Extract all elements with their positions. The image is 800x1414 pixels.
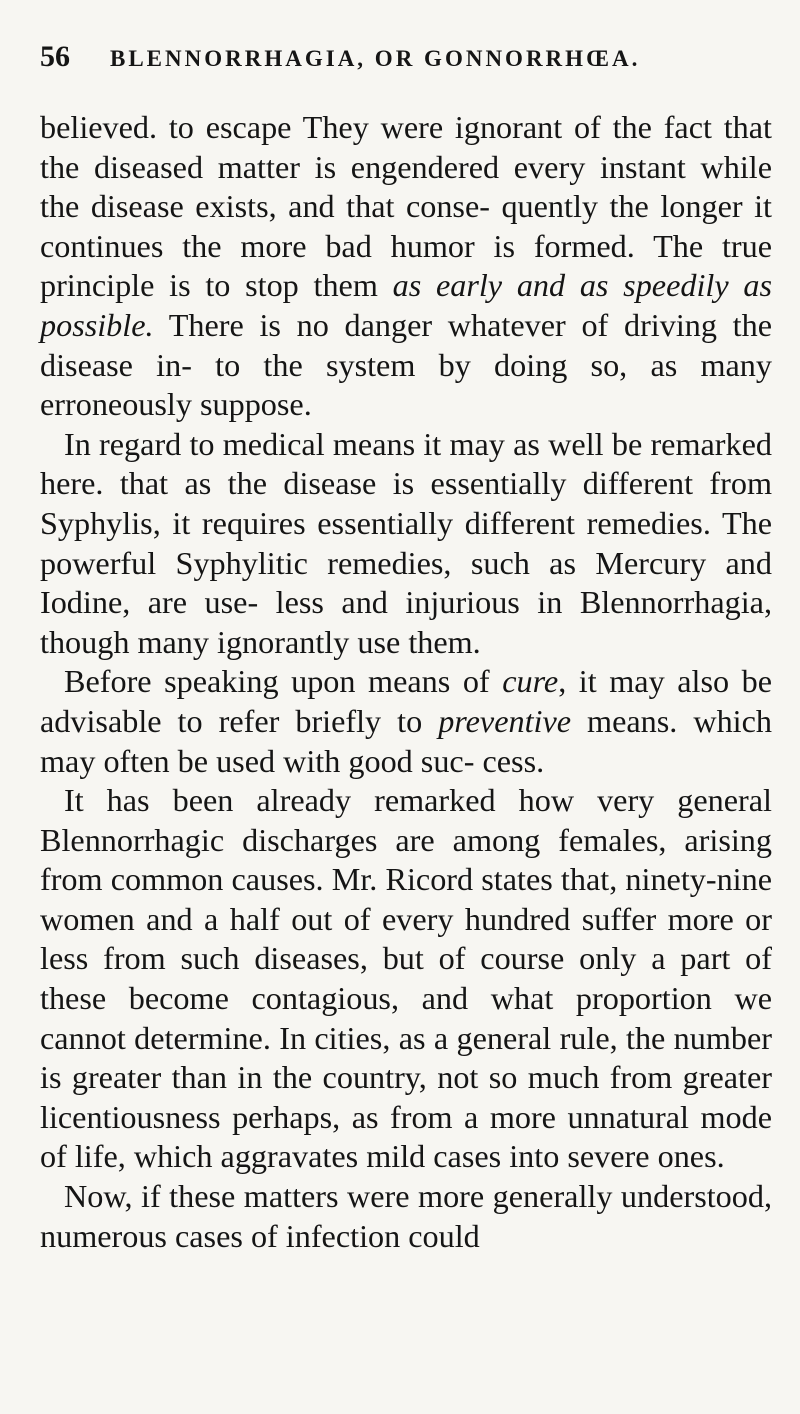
text-run: There is no danger whatever of driving the disease in- to the system by doing so, as many erroneously suppose. bbox=[40, 306, 772, 423]
body-text bbox=[40, 108, 772, 1256]
paragraph bbox=[40, 662, 772, 781]
text-run: believed. to escape They were ignorant of the fact that the diseased matter is engendered every instant while the disease exists, and that conse- quently the longer it continues the more bad humor is formed. The true principle is to stop them bbox=[40, 109, 772, 304]
text-run: Before speaking upon means of bbox=[64, 663, 503, 700]
text-run: , it may also be advisable to refer briefly to bbox=[40, 663, 773, 739]
page-number: 56 bbox=[40, 40, 70, 73]
text-run: Now, if these matters were more generally understood, numerous cases of infection could bbox=[40, 1178, 772, 1254]
paragraph bbox=[40, 781, 772, 1177]
italic-run: as early and as speedily as possible. bbox=[40, 267, 772, 343]
italic-run: preventive bbox=[438, 702, 572, 739]
paragraph bbox=[40, 425, 772, 663]
running-head bbox=[40, 40, 772, 108]
paragraph bbox=[40, 108, 772, 425]
text-run: It has been already remarked how very general Blennorrhagic discharges are among females, arising from common causes. Mr. Ricord states that, ninety-nine women and a half out of every hundred suffer more or less from such diseases, but of course only a part of these become contagious, and what proportion we cannot determine. In cities, as a general rule, the number is greater than in the country, not so much from greater licentiousness perhaps, as from a more unnatural mode of life, which aggravates mild cases into severe ones. bbox=[40, 782, 772, 1175]
text-run: means. which may often be used with good suc- cess. bbox=[40, 702, 773, 779]
paragraph bbox=[40, 1177, 772, 1256]
running-title: BLENNORRHAGIA, OR GONNORRHŒA. bbox=[110, 46, 641, 71]
italic-run: cure bbox=[502, 663, 559, 700]
text-run: In regard to medical means it may as well be remarked here. that as the disease is essentially different from Syphylis, it requires essentially different remedies. The powerful Syphylitic remedies, such as Mercury and Iodine, are use- less and injurious in Blennorrhagia, though many ignorantly use them. bbox=[40, 425, 772, 660]
